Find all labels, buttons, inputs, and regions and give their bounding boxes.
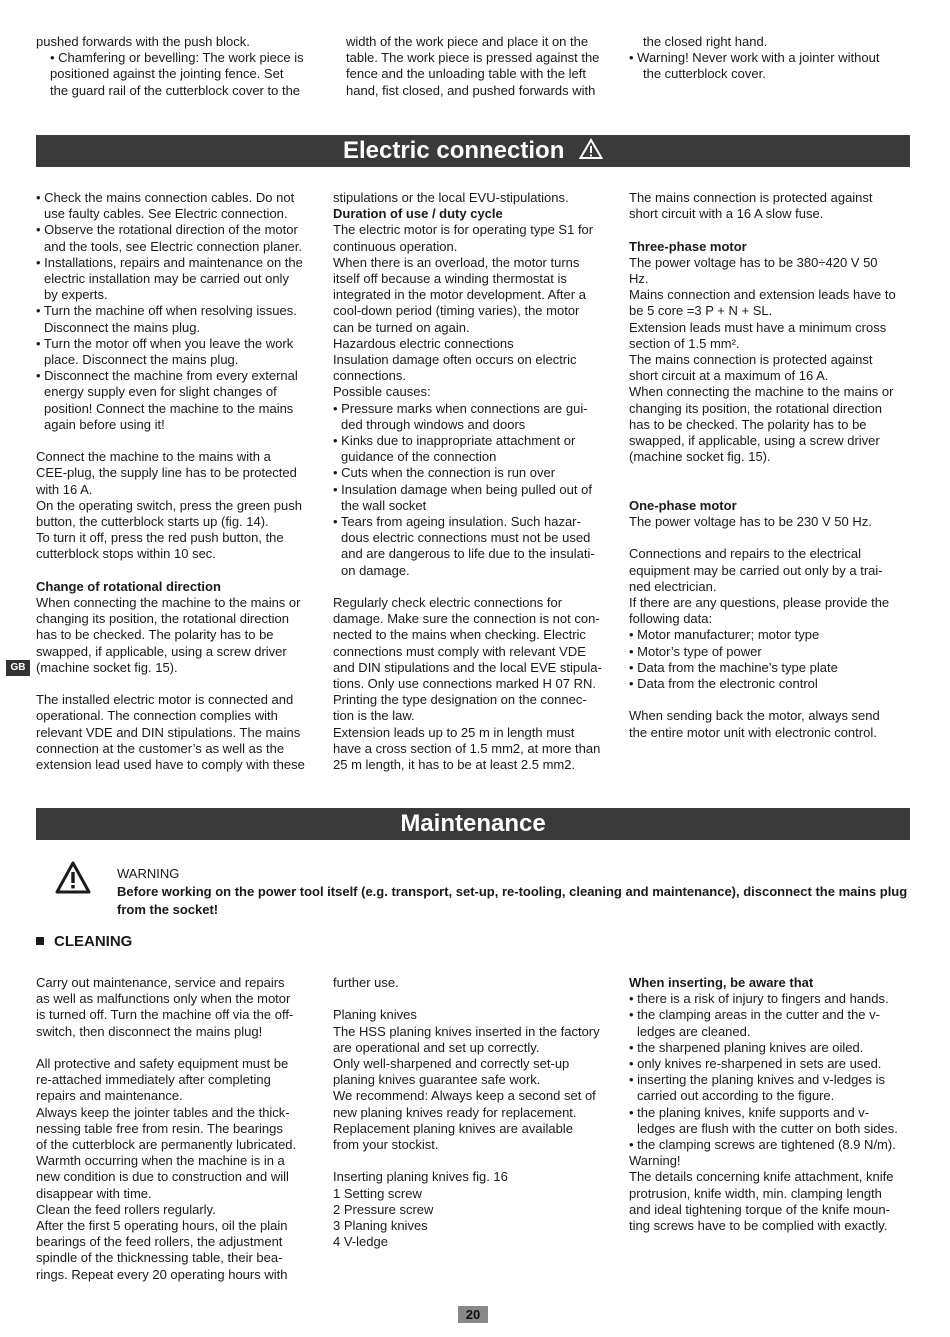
text-line: Always keep the jointer tables and the thick-	[36, 1104, 290, 1120]
text-line: Only well-sharpened and correctly set-up	[333, 1056, 570, 1071]
text-line: spindle of the thicknessing table, their bea-	[36, 1250, 283, 1266]
text-line: • the sharpened planing knives are oiled.	[629, 1039, 864, 1055]
text-line: • Insulation damage when being pulled out of	[333, 481, 592, 497]
text-line: repairs and maintenance.	[36, 1088, 183, 1104]
text-line: If there are any questions, please provide the	[629, 595, 890, 611]
text-line: When sending back the motor, always send	[629, 708, 880, 724]
text-line: tions. Only use connections marked H 07 RN.	[333, 676, 597, 692]
electric-connection-title: Electric connection	[342, 137, 565, 164]
page-number: 20	[458, 1306, 488, 1323]
text-line: The power voltage has to be 230 V 50 Hz.	[629, 514, 872, 530]
text-line: ned electrician.	[629, 578, 717, 594]
text-line: Carry out maintenance, service and repairs	[36, 975, 285, 990]
text-line: • Turn the machine off when resolving issues.	[36, 303, 297, 319]
text-line: Extension leads up to 25 m in length must	[333, 724, 575, 740]
section-subheading: Change of rotational direction	[36, 578, 221, 594]
text-line: CEE-plug, the supply line has to be protected	[36, 465, 297, 481]
text-line: position! Connect the machine to the mains	[44, 400, 294, 416]
text-line: ledges are flush with the cutter on both sides.	[637, 1120, 898, 1136]
text-line: To turn it off, press the red push button, the	[36, 530, 284, 546]
text-line: pushed forwards with the push block.	[36, 34, 250, 49]
text-line: • Tears from ageing insulation. Such hazar-	[333, 514, 581, 530]
text-line: After the first 5 operating hours, oil the plain	[36, 1218, 288, 1234]
maintenance-column-1	[36, 975, 318, 1283]
text-line: the cutterblock cover.	[643, 66, 766, 82]
text-line: • Pressure marks when connections are gui-	[333, 400, 588, 416]
text-line: protrusion, knife width, min. clamping length	[629, 1185, 882, 1201]
text-line: ledges are cleaned.	[637, 1023, 751, 1039]
text-line: Extension leads must have a minimum cross	[629, 319, 887, 335]
text-line: connections must comply with relevant VDE	[333, 643, 586, 659]
text-line: • the planing knives, knife supports and v-	[629, 1104, 870, 1120]
text-line: • Turn the motor off when you leave the work	[36, 335, 294, 351]
text-line: short circuit with a 16 A slow fuse.	[629, 206, 824, 222]
text-line: new planing knives ready for replacement.	[333, 1104, 577, 1120]
cleaning-heading-text: CLEANING	[54, 933, 133, 950]
text-line: (machine socket fig. 15).	[629, 449, 771, 465]
text-line: • Cuts when the connection is run over	[333, 465, 556, 481]
text-line: planing knives guarantee safe work.	[333, 1072, 541, 1088]
text-line: When connecting the machine to the mains or	[36, 595, 301, 611]
text-line: connections.	[333, 368, 406, 384]
text-line: again before using it!	[44, 416, 165, 432]
text-line: and DIN stipulations and the local EVE stipula-	[333, 659, 602, 675]
text-line: 25 m length, it has to be at least 2.5 mm2.	[333, 757, 576, 773]
text-line: • inserting the planing knives and v-ledges is	[629, 1072, 886, 1088]
text-line: 2 Pressure screw	[333, 1201, 434, 1217]
blank-line	[629, 465, 911, 481]
text-line: All protective and safety equipment must be	[36, 1056, 289, 1071]
text-line: • Kinks due to inappropriate attachment or	[333, 433, 576, 449]
maintenance-column-3	[629, 975, 911, 1234]
language-tab: GB	[6, 660, 30, 676]
text-line: • Chamfering or bevelling: The work piece is	[50, 50, 304, 66]
text-line: as well as malfunctions only when the motor	[36, 991, 291, 1007]
text-line: of the cutterblock are permanently lubricated.	[36, 1137, 297, 1153]
text-line: tion is the law.	[333, 708, 415, 724]
blank-line	[629, 222, 911, 238]
text-line: and ideal tightening torque of the knife moun-	[629, 1201, 890, 1217]
text-line: from your stockist.	[333, 1137, 439, 1153]
text-line: Insulation damage often occurs on electric	[333, 352, 577, 368]
blank-line	[36, 676, 318, 692]
section-subheading: Duration of use / duty cycle	[333, 206, 503, 222]
warning-body: Before working on the power tool itself (e.g. transport, set-up, re-tooling, cleaning and maintenance), disconnect the mains plug from the socket!	[117, 884, 908, 917]
text-line: • the clamping areas in the cutter and the v-	[629, 1007, 880, 1023]
top-column-3	[629, 34, 911, 83]
text-line: The installed electric motor is connected and	[36, 692, 294, 708]
text-line: changing its position, the rotational direction	[36, 611, 289, 627]
maintenance-banner	[36, 808, 910, 840]
square-bullet-icon	[36, 937, 44, 945]
text-line: • Motor’s type of power	[629, 643, 762, 659]
text-line: the entire motor unit with electronic control.	[629, 724, 877, 740]
text-line: extension lead used have to comply with these	[36, 757, 305, 773]
text-line: operational. The connection complies with	[36, 708, 278, 724]
text-line: by experts.	[44, 287, 108, 303]
text-line: itself off because a winding thermostat is	[333, 271, 567, 287]
section-subheading: One-phase motor	[629, 497, 737, 513]
text-line: short circuit at a maximum of 16 A.	[629, 368, 829, 384]
text-line: guidance of the connection	[341, 449, 497, 465]
text-line: • Data from the electronic control	[629, 676, 818, 692]
text-line: ded through windows and doors	[341, 416, 526, 432]
text-line: fence and the unloading table with the left	[346, 66, 586, 82]
text-line: • Disconnect the machine from every external	[36, 368, 298, 384]
text-line: swapped, if applicable, using a screw driver	[36, 643, 287, 659]
text-line: The mains connection is protected against	[629, 352, 873, 368]
text-line: continuous operation.	[333, 238, 458, 254]
text-line: disappear with time.	[36, 1185, 152, 1201]
text-line: The mains connection is protected against	[629, 190, 873, 205]
text-line: on damage.	[341, 562, 410, 578]
top-column-2	[346, 34, 628, 99]
text-line: Connect the machine to the mains with a	[36, 449, 271, 465]
text-line: switch, then disconnect the mains plug!	[36, 1023, 263, 1039]
text-line: Printing the type designation on the connec-	[333, 692, 587, 708]
text-line: positioned against the jointing fence. Set	[50, 66, 284, 82]
text-line: have a cross section of 1.5 mm2, at more than	[333, 740, 601, 756]
text-line: bearings of the feed rollers, the adjustment	[36, 1234, 283, 1250]
text-line: following data:	[629, 611, 713, 627]
text-line: re-attached immediately after completing	[36, 1072, 271, 1088]
section-subheading: Three-phase motor	[629, 238, 747, 254]
text-line: use faulty cables. See Electric connection.	[44, 206, 288, 222]
text-line: Inserting planing knives fig. 16	[333, 1169, 508, 1185]
blank-line	[36, 563, 318, 579]
text-line: • Check the mains connection cables. Do not	[36, 190, 295, 205]
text-line: has to be checked. The polarity has to be	[629, 416, 867, 432]
text-line: Regularly check electric connections for	[333, 595, 563, 611]
blank-line	[333, 991, 615, 1007]
text-line: When there is an overload, the motor turns	[333, 254, 580, 270]
text-line: new condition is due to construction and will	[36, 1169, 289, 1185]
text-line: • the clamping screws are tightened (8.9 N/m).	[629, 1137, 896, 1153]
text-line: • Data from the machine’s type plate	[629, 659, 838, 675]
text-line: stipulations or the local EVU-stipulations.	[333, 190, 569, 205]
electric-column-3	[629, 190, 911, 741]
text-line: Mains connection and extension leads have to	[629, 287, 896, 303]
text-line: • only knives re-sharpened in sets are used.	[629, 1056, 882, 1072]
text-line: the guard rail of the cutterblock cover to the	[50, 82, 301, 98]
warning-title: WARNING	[117, 866, 180, 881]
text-line: and the tools, see Electric connection planer.	[44, 238, 302, 254]
text-line: integrated in the motor development. After a	[333, 287, 586, 303]
text-line: are operational and set up correctly.	[333, 1039, 540, 1055]
text-line: • Installations, repairs and maintenance on the	[36, 254, 303, 270]
text-line: electric installation may be carried out only	[44, 271, 289, 287]
text-line: nessing table free from resin. The bearings	[36, 1120, 283, 1136]
text-line: • Motor manufacturer; motor type	[629, 627, 820, 643]
text-line: button, the cutterblock starts up (fig. 14).	[36, 514, 269, 530]
text-line: hand, fist closed, and pushed forwards with	[346, 82, 596, 98]
text-line: The details concerning knife attachment, knife	[629, 1169, 894, 1185]
text-line: Disconnect the mains plug.	[44, 319, 201, 335]
text-line: 1 Setting screw	[333, 1185, 422, 1201]
text-line: When connecting the machine to the mains or	[629, 384, 894, 400]
text-line: 4 V-ledge	[333, 1234, 388, 1250]
text-line: Replacement planing knives are available	[333, 1120, 573, 1136]
text-line: energy supply even for slight changes of	[44, 384, 277, 400]
text-line: (machine socket fig. 15).	[36, 659, 178, 675]
text-line: On the operating switch, press the green push	[36, 497, 302, 513]
warning-triangle-icon	[579, 138, 603, 160]
maintenance-title: Maintenance	[400, 810, 546, 837]
text-line: equipment may be carried out only by a trai-	[629, 562, 883, 578]
text-line: 3 Planing knives	[333, 1218, 428, 1234]
text-line: Clean the feed rollers regularly.	[36, 1201, 216, 1217]
blank-line	[333, 579, 615, 595]
blank-line	[36, 1040, 318, 1056]
text-line: The power voltage has to be 380÷420 V 50	[629, 254, 878, 270]
text-line: cutterblock stops within 10 sec.	[36, 546, 216, 562]
text-line: is turned off. Turn the machine off via the off-	[36, 1007, 294, 1023]
text-line: connection at the customer’s as well as the	[36, 740, 285, 756]
text-line: The electric motor is for operating type S1 for	[333, 222, 594, 238]
text-line: carried out according to the figure.	[637, 1088, 835, 1104]
text-line: place. Disconnect the mains plug.	[44, 352, 239, 368]
text-line: has to be checked. The polarity has to be	[36, 627, 274, 643]
text-line: dous electric connections must not be used	[341, 530, 591, 546]
text-line: Hazardous electric connections	[333, 335, 514, 351]
electric-connection-banner	[36, 135, 910, 167]
text-line: table. The work piece is pressed against the	[346, 50, 600, 66]
text-line: damage. Make sure the connection is not con-	[333, 611, 600, 627]
text-line: Warning!	[629, 1153, 681, 1169]
text-line: • Warning! Never work with a jointer without	[629, 50, 880, 66]
blank-line	[629, 482, 911, 498]
blank-line	[629, 530, 911, 546]
maintenance-column-2	[333, 975, 615, 1250]
cleaning-heading	[36, 934, 132, 950]
text-line: width of the work piece and place it on the	[346, 34, 589, 49]
text-line: • Observe the rotational direction of the motor	[36, 222, 298, 238]
text-line: Hz.	[629, 271, 649, 286]
electric-column-2	[333, 190, 615, 773]
text-line: We recommend: Always keep a second set of	[333, 1088, 596, 1104]
text-line: further use.	[333, 975, 399, 990]
text-line: ting screws have to be complied with exactly.	[629, 1218, 888, 1234]
text-line: nected to the mains when checking. Electric	[333, 627, 586, 643]
section-subheading: When inserting, be aware that	[629, 975, 814, 990]
text-line: Warmth occurring when the machine is in a	[36, 1153, 285, 1169]
text-line: and are dangerous to life due to the insulati-	[341, 546, 595, 562]
text-line: Connections and repairs to the electrical	[629, 546, 861, 562]
blank-line	[36, 433, 318, 449]
text-line: cool-down period (timing varies), the motor	[333, 303, 580, 319]
text-line: be 5 core =3 P + N + SL.	[629, 303, 773, 319]
text-line: The HSS planing knives inserted in the factory	[333, 1023, 600, 1039]
text-line: Possible causes:	[333, 384, 431, 400]
text-line: changing its position, the rotational direction	[629, 400, 882, 416]
blank-line	[333, 1153, 615, 1169]
text-line: can be turned on again.	[333, 319, 470, 335]
warning-triangle-icon	[55, 861, 91, 895]
electric-column-1	[36, 190, 318, 773]
top-column-1	[36, 34, 318, 99]
text-line: the closed right hand.	[643, 34, 768, 49]
text-line: swapped, if applicable, using a screw driver	[629, 433, 880, 449]
text-line: rings. Repeat every 20 operating hours with	[36, 1266, 288, 1282]
text-line: with 16 A.	[36, 481, 93, 497]
text-line: Planing knives	[333, 1007, 417, 1023]
text-line: section of 1.5 mm².	[629, 335, 740, 351]
text-line: • there is a risk of injury to fingers and hands.	[629, 991, 889, 1007]
text-line: the wall socket	[341, 497, 427, 513]
text-line: relevant VDE and DIN stipulations. The mains	[36, 724, 301, 740]
blank-line	[629, 692, 911, 708]
